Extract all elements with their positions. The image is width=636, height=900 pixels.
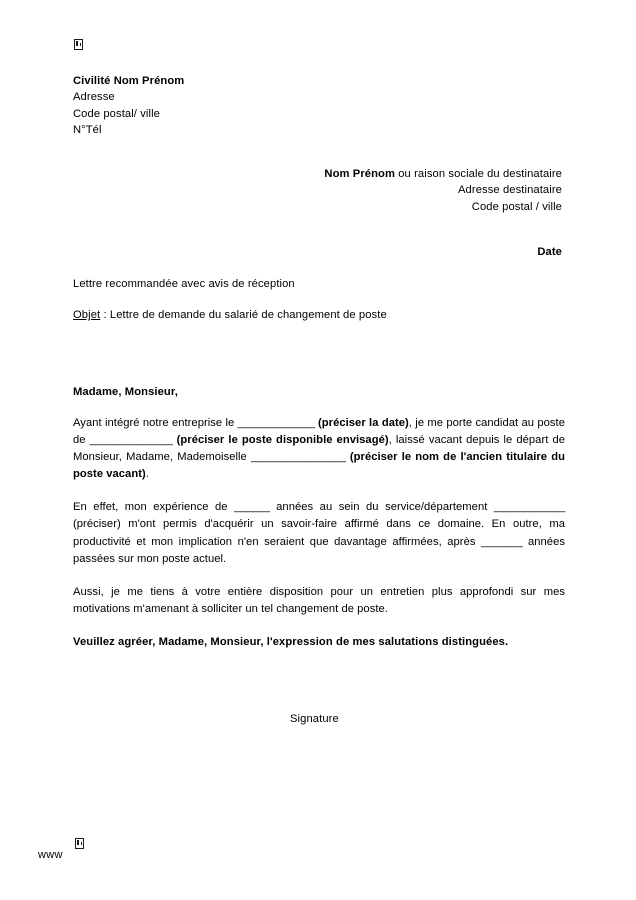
recipient-address-block [324, 166, 562, 215]
body-paragraph-1 [73, 415, 565, 483]
registered-mail-notice: Lettre recommandée avec avis de réception [73, 278, 295, 290]
salutation: Madame, Monsieur, [73, 386, 178, 398]
recipient-address: Adresse destinataire [458, 184, 562, 197]
recipient-name: Nom Prénom [324, 168, 396, 180]
subject-line [73, 309, 387, 321]
p1-seg1: Ayant intégré notre entreprise le [73, 417, 238, 429]
sender-address: Adresse [73, 91, 115, 104]
p1-blank-poste: ______________ [89, 434, 173, 447]
sender-address-block [73, 73, 184, 139]
recipient-name-line [324, 166, 562, 182]
subject-label: Objet [73, 309, 101, 321]
sender-postal-city: Code postal/ ville [73, 107, 160, 120]
footer-broken-image-placeholder-icon [75, 838, 84, 849]
signature-label: Signature [290, 713, 339, 725]
recipient-name-suffix: ou raison sociale du destinataire [395, 168, 562, 180]
body-paragraph-2 [73, 499, 565, 567]
p2-blank-annees2: _______ [481, 535, 523, 548]
closing-formula: Veuillez agréer, Madame, Monsieur, l'expression de mes salutations distinguées. [73, 636, 509, 648]
p2-seg3: (préciser) m'ont permis d'acquérir un savoir-faire affirmé dans ce domaine. En outre, ma productivité et mon implication n'en seraient que davantage affirmées, après [73, 518, 565, 548]
p1-blank-nom: ________________ [250, 451, 346, 464]
p1-hint-date: (préciser la date) [318, 417, 409, 429]
p1-seg4: . [145, 468, 149, 481]
p2-seg1: En effet, mon expérience de [73, 501, 235, 514]
body-paragraph-3: Aussi, je me tiens à votre entière disposition pour un entretien plus approfondi sur mes motivations m'amenant à solliciter un tel changement de poste. [73, 585, 565, 615]
footer-text: www [38, 849, 63, 861]
recipient-postal-city: Code postal / ville [471, 200, 562, 213]
p1-blank-date: _____________ [237, 417, 315, 429]
p1-hint-nom: (préciser le nom de l'ancien titulaire du poste vacant) [73, 451, 565, 481]
letter-body [73, 415, 565, 618]
p1-seg2: , je me porte candidat au poste de [73, 417, 565, 447]
subject-separator: : [100, 309, 110, 321]
p1-seg3: , laissé vacant depuis le départ de Monsieur, Madame, Mademoiselle [73, 434, 565, 464]
p2-blank-annees: ______ [234, 501, 270, 514]
sender-name: Civilité Nom Prénom [73, 75, 185, 87]
date-field: Date [537, 246, 562, 258]
sender-phone: N°Tél [73, 124, 102, 137]
broken-image-placeholder-icon [74, 39, 83, 50]
p1-hint-poste: (préciser le poste disponible envisagé) [176, 434, 389, 447]
p2-blank-service: ____________ [493, 501, 565, 514]
p2-seg4: années passées sur mon poste actuel. [73, 535, 565, 565]
p2-seg2: années au sein du service/département [269, 501, 494, 514]
subject-text: Lettre de demande du salarié de changement de poste [109, 309, 387, 321]
